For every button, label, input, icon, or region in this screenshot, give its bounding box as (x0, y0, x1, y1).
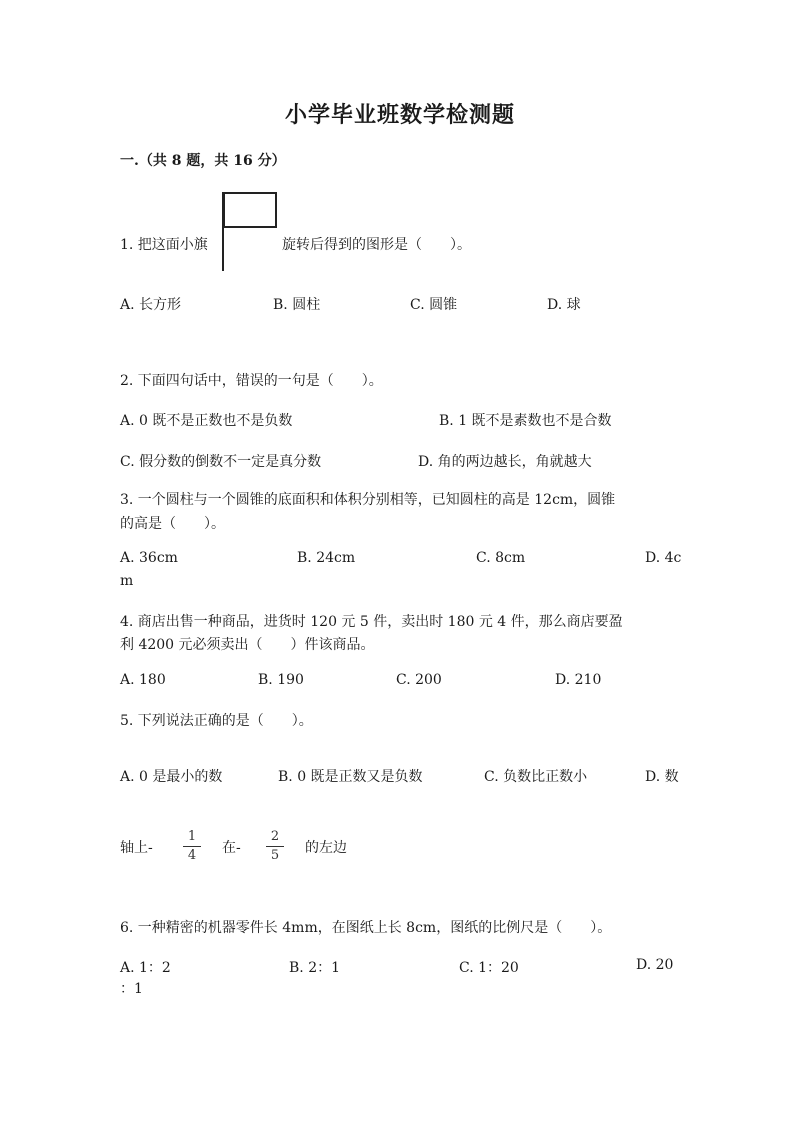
question-3-line-1: 3. 一个圆柱与一个圆锥的底面积和体积分别相等，已知圆柱的高是 12cm，圆锥 (120, 492, 616, 508)
question-3-option-d-wrap: m (120, 573, 134, 589)
question-1-prefix: 1. 把这面小旗 (120, 237, 208, 253)
question-1-suffix: 旋转后得到的图形是（ ）。 (282, 237, 471, 253)
question-6-option-b: B. 2：1 (289, 960, 341, 976)
question-3-option-d: D. 4c (645, 550, 682, 566)
question-4-option-c: C. 200 (396, 672, 442, 688)
question-2-text: 2. 下面四句话中，错误的一句是（ ）。 (120, 373, 383, 389)
question-5-continuation-b: 在- (222, 840, 241, 856)
question-5-text: 5. 下列说法正确的是（ ）。 (120, 713, 313, 729)
question-5-option-a: A. 0 是最小的数 (120, 769, 223, 785)
question-1-option-b: B. 圆柱 (273, 297, 321, 313)
section-heading: 一.（共 8 题，共 16 分） (120, 153, 286, 169)
question-5-option-b: B. 0 既是正数又是负数 (278, 769, 423, 785)
fraction-2-denominator: 5 (270, 848, 280, 863)
fraction-one-quarter (183, 829, 201, 864)
question-2-option-d: D. 角的两边越长，角就越大 (418, 454, 592, 470)
fraction-two-fifths (266, 829, 284, 864)
question-5-continuation-a: 轴上- (120, 840, 153, 856)
fraction-1-denominator: 4 (187, 848, 197, 863)
question-4-line-1: 4. 商店出售一种商品，进货时 120 元 5 件，卖出时 180 元 4 件，那么商店要盈 (120, 614, 623, 630)
question-3-line-2: 的高是（ ）。 (120, 516, 225, 532)
fraction-2-bar (266, 846, 284, 847)
question-2-option-c: C. 假分数的倒数不一定是真分数 (120, 454, 322, 470)
question-2-option-a: A. 0 既不是正数也不是负数 (120, 413, 293, 429)
question-1-option-a: A. 长方形 (120, 297, 182, 313)
fraction-1-bar (183, 846, 201, 847)
question-4-option-d: D. 210 (555, 672, 602, 688)
question-4-line-2: 利 4200 元必须卖出（ ）件该商品。 (120, 637, 375, 653)
flag-banner (223, 192, 277, 228)
question-1-option-d: D. 球 (547, 297, 581, 313)
question-6-option-c: C. 1：20 (459, 960, 519, 976)
question-5-continuation-c: 的左边 (305, 840, 347, 856)
question-5-option-d: D. 数 (645, 769, 679, 785)
question-5-option-c: C. 负数比正数小 (484, 769, 588, 785)
question-6-text: 6. 一种精密的机器零件长 4mm，在图纸上长 8cm，图纸的比例尺是（ ）。 (120, 920, 612, 936)
question-4-option-a: A. 180 (120, 672, 166, 688)
question-3-option-a: A. 36cm (120, 550, 178, 566)
question-2-option-b: B. 1 既不是素数也不是合数 (439, 413, 612, 429)
question-3-option-c: C. 8cm (476, 550, 526, 566)
question-4-option-b: B. 190 (258, 672, 304, 688)
question-3-option-b: B. 24cm (297, 550, 356, 566)
question-6-option-d-wrap: ：1 (120, 981, 143, 997)
question-6-option-d: D. 20 (636, 957, 674, 973)
fraction-2-numerator: 2 (270, 829, 280, 844)
question-1-option-c: C. 圆锥 (410, 297, 458, 313)
fraction-1-numerator: 1 (187, 829, 197, 844)
question-6-option-a: A. 1：2 (120, 960, 171, 976)
page-title: 小学毕业班数学检测题 (284, 102, 515, 128)
